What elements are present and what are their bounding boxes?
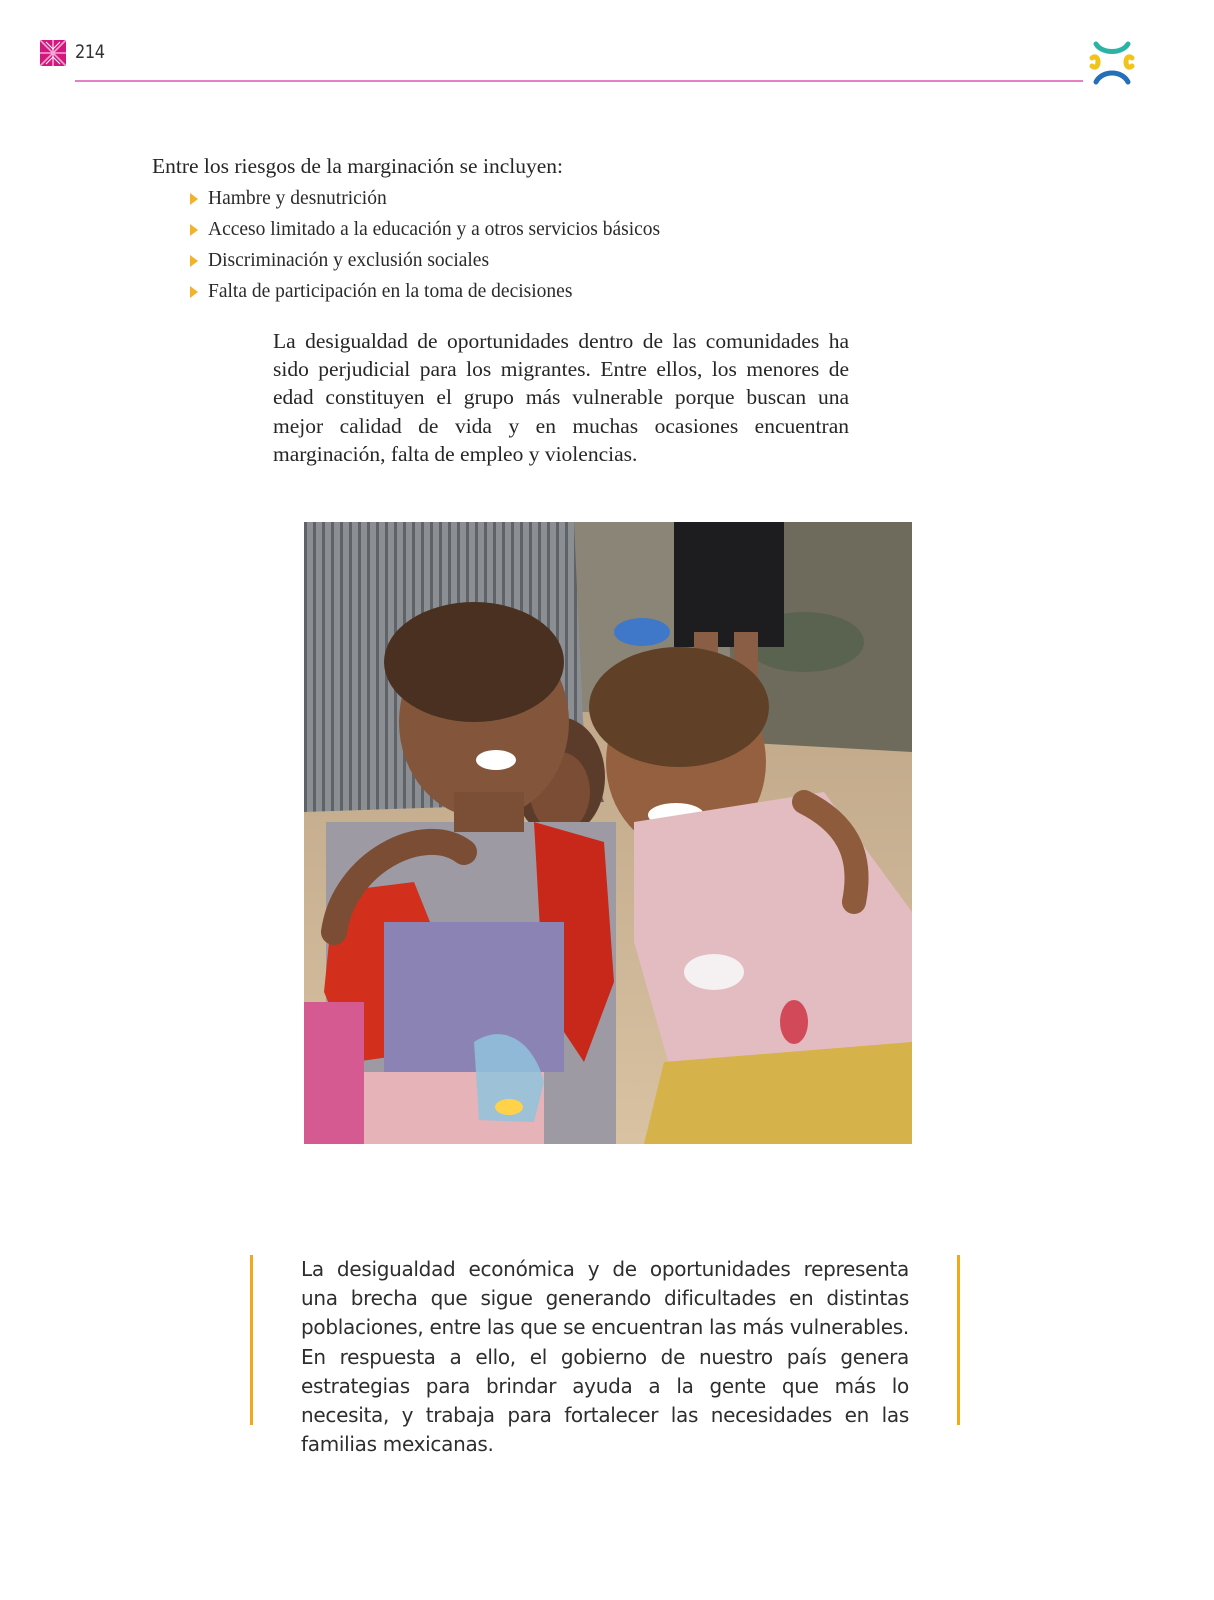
risks-intro: Entre los riesgos de la marginación se incluyen:	[152, 154, 563, 178]
risk-text: Acceso limitado a la educación y a otros servicios básicos	[208, 219, 661, 240]
risk-text: Falta de participación en la toma de decisiones	[208, 281, 573, 302]
decorative-pattern-icon	[40, 40, 66, 66]
page-number: 214	[75, 41, 105, 63]
callout-left-bar	[250, 1255, 253, 1425]
list-item	[190, 280, 660, 311]
risk-text: Hambre y desnutrición	[208, 188, 387, 209]
callout-box	[250, 1255, 962, 1457]
callout-right-bar	[957, 1255, 960, 1425]
bullet-arrow-icon	[190, 255, 198, 267]
header-rule	[75, 80, 1083, 82]
textbook-logo-icon	[1088, 38, 1136, 86]
callout-text: La desigualdad económica y de oportunidades representa una brecha que sigue generando dificultades en distintas poblaciones, entre las que se encuentran las más vulnerables. En respuesta a ello, el gobierno de nuestro país genera estrategias para brindar ayuda a la gente que más lo necesita, y trabaja para fortalecer las necesidades en las familias mexicanas.	[301, 1257, 909, 1457]
bullet-arrow-icon	[190, 286, 198, 298]
page-header	[0, 0, 1214, 100]
body-paragraph: La desigualdad de oportunidades dentro de las comunidades ha sido perjudicial para los migrantes. Entre ellos, los menores de edad constituyen el grupo más vulnerable porque buscan una mejor calidad de vida y en muchas ocasiones encuentran marginación, falta de empleo y violencias.	[273, 329, 849, 466]
list-item	[190, 218, 660, 249]
risk-text: Discriminación y exclusión sociales	[208, 250, 490, 271]
children-photo	[304, 522, 912, 1144]
risks-list	[190, 187, 660, 311]
list-item	[190, 249, 660, 280]
bullet-arrow-icon	[190, 224, 198, 236]
bullet-arrow-icon	[190, 193, 198, 205]
list-item	[190, 187, 660, 218]
